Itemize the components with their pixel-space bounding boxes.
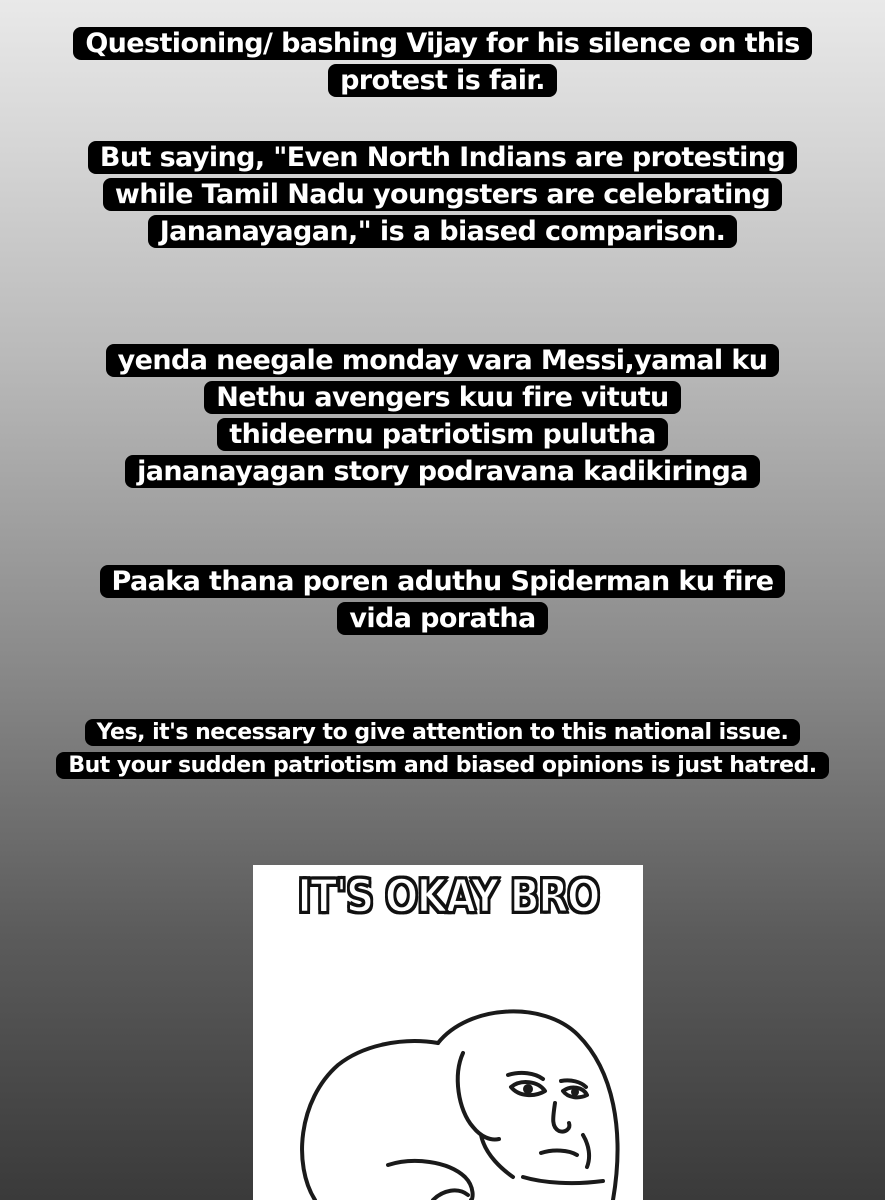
caption-line: vida poratha: [337, 602, 547, 635]
caption-line: thideernu patriotism pulutha: [217, 418, 667, 451]
caption-line: Jananayagan," is a biased comparison.: [148, 215, 738, 248]
caption-line: Yes, it's necessary to give attention to this national issue.: [85, 719, 801, 746]
meme-image: [253, 865, 643, 1200]
caption-biased-comparison: [0, 139, 885, 250]
caption-line: Paaka thana poren aduthu Spiderman ku fire: [100, 565, 786, 598]
caption-line: Nethu avengers kuu fire vitutu: [204, 381, 680, 414]
caption-tamil-rant: [0, 342, 885, 490]
caption-spiderman: [0, 563, 885, 637]
caption-line: protest is fair.: [328, 64, 557, 97]
caption-line: yenda neegale monday vara Messi,yamal ku: [106, 344, 780, 377]
caption-silence-criticism: [0, 25, 885, 99]
caption-line: But your sudden patriotism and biased opinions is just hatred.: [56, 752, 828, 779]
meme-title: IT'S OKAY BRO: [297, 869, 599, 923]
caption-line: But saying, "Even North Indians are protesting: [88, 141, 797, 174]
caption-line: Questioning/ bashing Vijay for his silence on this: [73, 27, 811, 60]
caption-line: jananayagan story podravana kadikiringa: [125, 455, 760, 488]
caption-line: while Tamil Nadu youngsters are celebrating: [103, 178, 782, 211]
caption-national-issue: [0, 716, 885, 782]
